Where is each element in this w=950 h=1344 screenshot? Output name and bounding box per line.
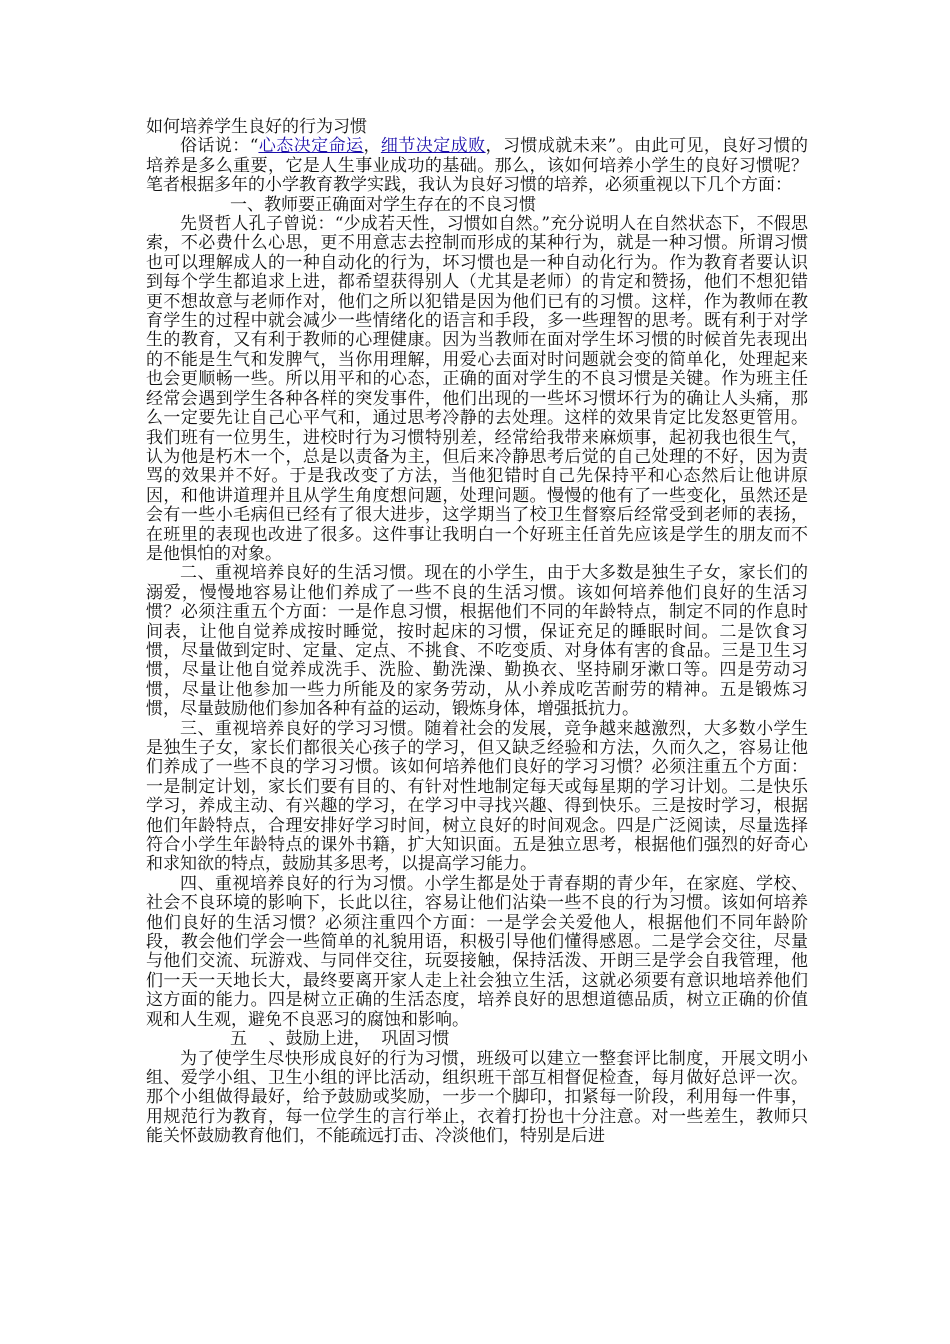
- intro-separator: ，: [363, 136, 381, 157]
- section5-heading: 五 、鼓励上进， 巩固习惯: [230, 1029, 450, 1050]
- section5-paragraph: 为了使学生尽快形成良好的行为习惯，班级可以建立一整套评比制度，开展文明小组、爱学小组、卫生小组的评比活动，组织班干部互相督促检查，每月做好总评一次。那个小组做得最好，给予鼓励或奖励，一步一个脚印，扣紧每一阶段，利用每一件事，用规范行为教育，每一位学生的言行举止，衣着打扮也十分注意。对一些差生，教师只能关怀鼓励教育他们，不能疏远打击、冷淡他们，特别是后进: [146, 1048, 808, 1147]
- section3-paragraph: 三、重视培养良好的学习习惯。随着社会的发展，竞争越来越激烈，大多数小学生是独生子女，家长们都很关心孩子的学习，但又缺乏经验和方法，久而久之，容易让他们养成了一些不良的学习习惯。该如何培养他们良好的学习习惯？必须注重五个方面：一是制定计划，家长们要有目的、有针对性地制定每天或每星期的学习计划。二是快乐学习，养成主动、有兴趣的学习，在学习中寻找兴趣、得到快乐。三是按时学习，根据他们年龄特点，合理安排好学习时间，树立良好的时间观念。四是广泛阅读，尽量选择符合小学生年龄特点的课外书籍，扩大知识面。五是独立思考，根据他们强烈的好奇心和求知欲的特点，鼓励其多思考，以提高学习能力。: [146, 718, 808, 875]
- section1-paragraph: 先贤哲人孔子曾说：“少成若天性，习惯如自然。”充分说明人在自然状态下，不假思索，不必费什么心思，更不用意志去控制而形成的某种行为，就是一种习惯。所谓习惯也可以理解成人的一种自动化的行为，坏习惯也是一种自动化行为。作为教育者要认识到每个学生都追求上进，都希望获得别人（尤其是老师）的肯定和赞扬，他们不想犯错更不想故意与老师作对，他们之所以犯错是因为他们已有的习惯。这样，作为教师在教育学生的过程中就会减少一些情绪化的语言和手段，多一些理智的思考。既有利于对学生的教育，又有利于教师的心理健康。因为当教师在面对学生坏习惯的时候首先表现出的不能是生气和发脾气，当你用理解，用爱心去面对时问题就会变的简单化，处理起来也会更顺畅一些。所以用平和的心态，正确的面对学生的不良习惯是关键。作为班主任经常会遇到学生各种各样的突发事件，他们出现的一些坏习惯坏行为的确让人头痛，那么一定要先让自己心平气和，通过思考冷静的去处理。这样的效果肯定比发怒更管用。我们班有一位男生，进校时行为习惯特别差，经常给我带来麻烦事，起初我也很生气，认为他是朽木一个，总是以责备为主，但后来冷静思考后觉的自己处理的不好，因为责骂的效果并不好。于是我改变了方法，当他犯错时自己先保持平和心态然后让他讲原因，和他讲道理并且从学生角度想问题，处理问题。慢慢的他有了一些变化，虽然还是会有一些小毛病但已经有了很大进步，这学期当了校卫生督察后经常受到老师的表扬，在班里的表现也改进了很多。这件事让我明白一个好班主任首先应该是学生的朋友而不是他惧怕的对象。: [146, 214, 808, 564]
- intro-paragraph: [146, 137, 808, 195]
- link-mindset-decides-fate[interactable]: 心态决定命运: [258, 136, 364, 157]
- document-title: 如何培养学生良好的行为习惯: [146, 117, 367, 137]
- section4-paragraph: 四、重视培养良好的行为习惯。小学生都是处于青春期的青少年，在家庭、学校、社会不良环境的影响下，长此以往，容易让他们沾染一些不良的行为习惯。该如何培养他们良好的生活习惯？必须注重四个方面：一是学会关爱他人，根据他们不同年龄阶段，教会他们学会一些简单的礼貌用语，积极引导他们懂得感恩。二是学会交往，尽量与他们交流、玩游戏、与同伴交往，玩耍接触，保持活泼、开朗三是学会自我管理，他们一天一天地长大，最终要离开家人走上社会独立生活，这就必须要有意识地培养他们这方面的能力。四是树立正确的生活态度，培养良好的思想道德品质，树立正确的价值观和人生观，避免不良恶习的腐蚀和影响。: [146, 873, 808, 1030]
- link-details-decide-success[interactable]: 细节决定成败: [380, 136, 486, 157]
- document-body: [146, 118, 808, 1147]
- section1-heading: 一、教师要正确面对学生存在的不良习惯: [230, 194, 536, 215]
- section2-paragraph: 二、重视培养良好的生活习惯。现在的小学生，由于大多数是独生子女，家长们的溺爱，慢慢地容易让他们养成了一些不良的生活习惯。该如何培养他们良好的生活习惯？必须注重五个方面：一是作息习惯，根据他们不同的年龄特点，制定不同的作息时间表，让他自觉养成按时睡觉，按时起床的习惯，保证充足的睡眠时间。二是饮食习惯，尽量做到定时、定量、定点、不挑食、不吃变质、对身体有害的食品。三是卫生习惯，尽量让他自觉养成洗手、洗脸、勤洗澡、勤换衣、坚持刷牙漱口等。四是劳动习惯，尽量让他参加一些力所能及的家务劳动，从小养成吃苦耐劳的精神。五是锻炼习惯，尽量鼓励他们参加各种有益的运动，锻炼身体，增强抵抗力。: [146, 563, 808, 720]
- intro-text-after: ，习惯成就未来”。由此可见，良好习惯的培养是多么重要，它是人生事业成功的基础。那么，该如何培养小学生的良好习惯呢？笔者根据多年的小学教育教学实践，我认为良好习惯的培养，必须重视以下几个方面：: [146, 136, 809, 196]
- intro-text-before: 俗话说：“: [180, 136, 259, 157]
